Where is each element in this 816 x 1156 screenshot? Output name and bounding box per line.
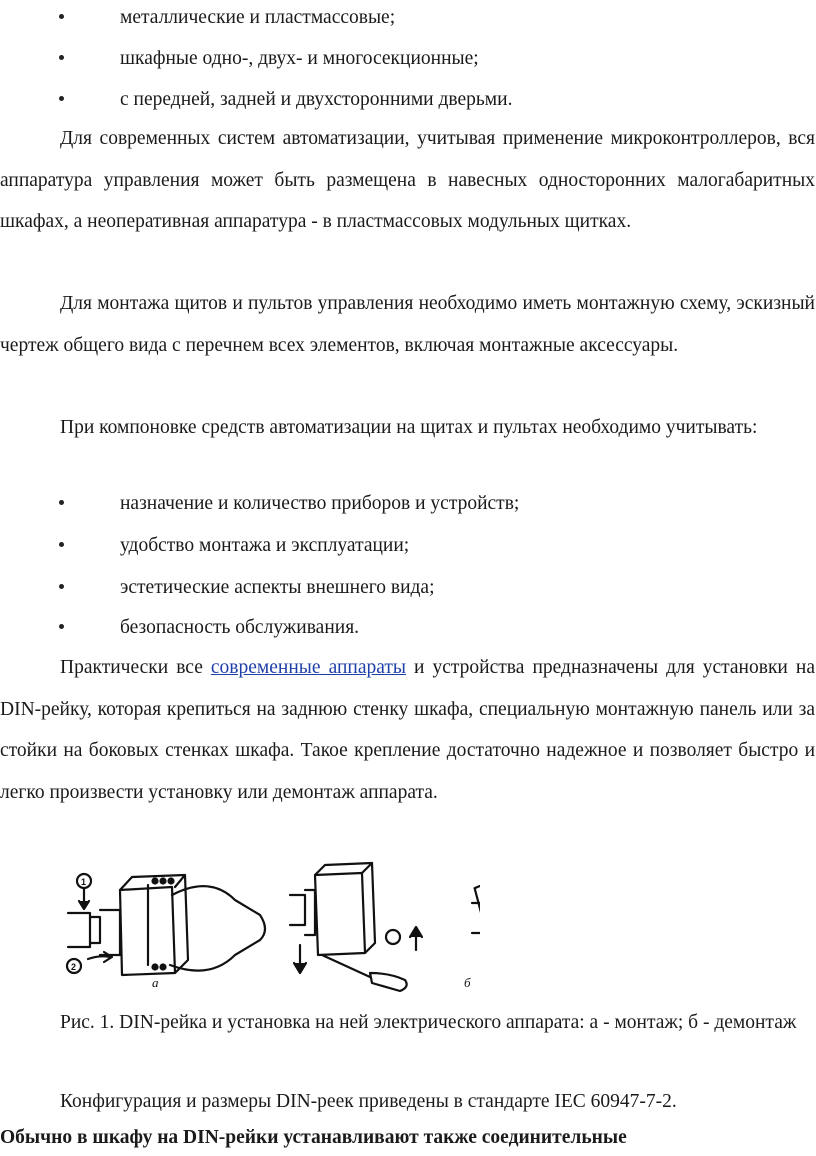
list-item	[0, 532, 816, 562]
list-item	[0, 490, 816, 520]
list-item	[0, 45, 816, 75]
list-item-text: удобство монтажа и эксплуатации;	[120, 535, 410, 556]
list-item-text: металлические и пластмассовые;	[120, 7, 396, 28]
paragraph-3	[0, 407, 815, 449]
figure-part-b-step1	[290, 863, 422, 991]
figure-caption	[0, 1002, 815, 1043]
paragraph-1	[0, 118, 815, 243]
list-item	[0, 614, 816, 644]
list-item-text: эстетические аспекты внешнего вида;	[120, 577, 435, 598]
list-item	[0, 4, 816, 34]
modern-devices-link[interactable]: современные аппараты	[210, 657, 407, 678]
paragraph-1-text: Для современных систем автоматизации, учитывая применение микроконтроллеров, вся аппаратура управления может быть размещена в навесных односторонних малогабаритных шкафах, а неоперативная аппаратура - в пластмассовых модульных щитках.	[0, 128, 815, 232]
bullet-icon	[59, 542, 64, 547]
bullet-icon	[59, 584, 64, 589]
figure-label-b: б	[464, 975, 471, 990]
figure-part-a	[67, 874, 265, 975]
list-item-text: шкафные одно-, двух- и многосекционные;	[120, 48, 479, 69]
bullet-icon	[59, 96, 64, 101]
paragraph-2	[0, 283, 815, 366]
paragraph-2-text: Для монтажа щитов и пультов управления необходимо иметь монтажную схему, эскизный чертеж общего вида с перечнем всех элементов, включая монтажные аксессуары.	[0, 293, 815, 356]
figure-label-a: а	[152, 975, 159, 990]
bullet-icon	[59, 624, 64, 629]
list-item	[0, 574, 816, 604]
paragraph-4-text-start: Практически все	[60, 657, 211, 678]
bullet-icon	[59, 14, 64, 19]
figure-step-2-label: 2	[71, 962, 77, 972]
list-item	[0, 86, 816, 116]
paragraph-5	[0, 1081, 815, 1123]
figure-caption-text: Рис. 1. DIN-рейка и установка на ней электрического аппарата: а - монтаж; б - демонтаж	[60, 1012, 797, 1033]
bullet-icon	[59, 500, 64, 505]
list-item-text: назначение и количество приборов и устройств;	[120, 493, 520, 514]
list-item-text: с передней, задней и двухсторонними дверьми.	[120, 89, 513, 110]
paragraph-3-text: При компоновке средств автоматизации на щитах и пультах необходимо учитывать:	[60, 417, 758, 438]
bullet-icon	[59, 55, 64, 60]
paragraph-4	[0, 647, 815, 813]
paragraph-6: Обычно в шкафу на DIN-рейки устанавливают также соединительные	[0, 1127, 627, 1148]
figure-step-1-label: 1	[81, 877, 87, 887]
din-rail-figure	[60, 855, 480, 995]
paragraph-4-text-end: и устройства предназначены для установки на DIN-рейку, которая крепиться на заднюю стенку шкафа, специальную монтажную панель или за стойки на боковых стенках шкафа. Такое крепление достаточно надежное и позволяет быстро и легко произвести установку или демонтаж аппарата.	[0, 657, 815, 803]
paragraph-5-text: Конфигурация и размеры DIN-реек приведены в стандарте IEC 60947-7-2.	[60, 1091, 677, 1112]
list-item-text: безопасность обслуживания.	[120, 617, 360, 638]
figure-part-b-step2	[472, 871, 480, 979]
